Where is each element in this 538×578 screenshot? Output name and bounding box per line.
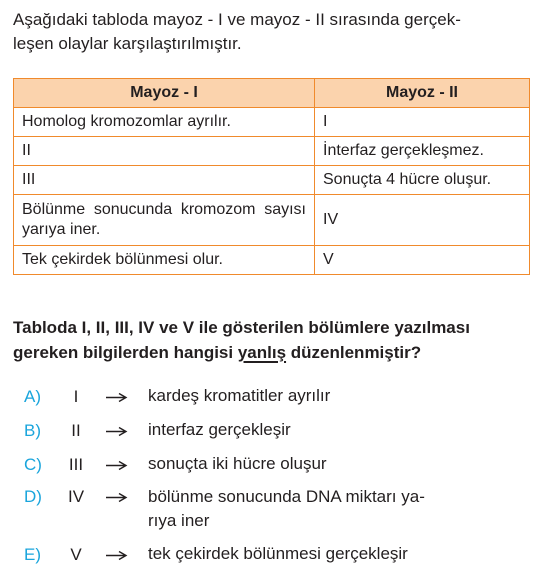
table-row [14,137,530,166]
question-line-1: Tabloda I, II, III, IV ve V ile gösterilen bölümlere yazılması [13,318,470,337]
question-line-2-end: düzenlenmiştir? [286,343,422,362]
table-cell: Sonuçta 4 hücre oluşur. [315,166,530,195]
option-numeral: II [71,421,81,440]
table-cell: III [14,166,315,195]
right-arrow-icon [104,384,130,410]
table-row [14,108,530,137]
intro-line-1: Aşağıdaki tabloda mayoz - I ve mayoz - II sırasında gerçek- [13,10,461,29]
option-text: sonuçta iki hücre oluşur [148,454,327,473]
intro-line-2: leşen olaylar karşılaştırılmıştır. [13,34,242,53]
option-text: tek çekirdek bölünmesi gerçekleşir [148,544,408,563]
table-cell: Tek çekirdek bölünmesi olur. [14,246,315,275]
table-row [14,246,530,275]
option-letter: E) [24,545,41,564]
table-cell: İnterfaz gerçekleşmez. [315,137,530,166]
option-letter: C) [24,455,42,474]
right-arrow-icon [104,418,130,444]
option-text-line-2: rıya iner [148,511,210,530]
option-c[interactable] [0,452,538,478]
option-b[interactable] [0,418,538,444]
right-arrow-icon [104,542,130,568]
option-letter: D) [24,487,42,506]
table-cell: Homolog kromozomlar ayrılır. [14,108,315,137]
mayoz-comparison-table [13,78,530,275]
option-text: interfaz gerçekleşir [148,420,291,439]
option-text [148,485,488,533]
table-row [14,166,530,195]
right-arrow-icon [104,452,130,478]
option-text-line-1: bölünme sonucunda DNA miktarı ya- [148,487,425,506]
header-mayoz-1: Mayoz - I [14,79,315,108]
option-numeral: I [73,387,79,406]
option-a[interactable] [0,384,538,410]
table-cell: Bölünme sonucunda kromozom sayısı yarıya iner. [14,195,315,246]
option-d[interactable] [0,484,538,536]
table-cell: II [14,137,315,166]
option-letter: A) [24,387,41,406]
table-cell: IV [315,195,530,246]
table-row [14,195,530,246]
table-header-row [14,79,530,108]
question-line-2-start: gereken bilgilerden hangisi [13,343,238,362]
option-letter: B) [24,421,41,440]
option-numeral: III [68,455,84,474]
option-e[interactable] [0,542,538,568]
right-arrow-icon [104,484,130,510]
table-cell: V [315,246,530,275]
header-mayoz-2: Mayoz - II [315,79,530,108]
question-text [13,315,533,365]
option-text: kardeş kromatitler ayrılır [148,386,331,405]
option-numeral: IV [67,487,85,506]
question-emphasis-word: yanlış [237,343,287,362]
table-cell: I [315,108,530,137]
intro-text [13,8,528,56]
option-numeral: V [70,545,82,564]
